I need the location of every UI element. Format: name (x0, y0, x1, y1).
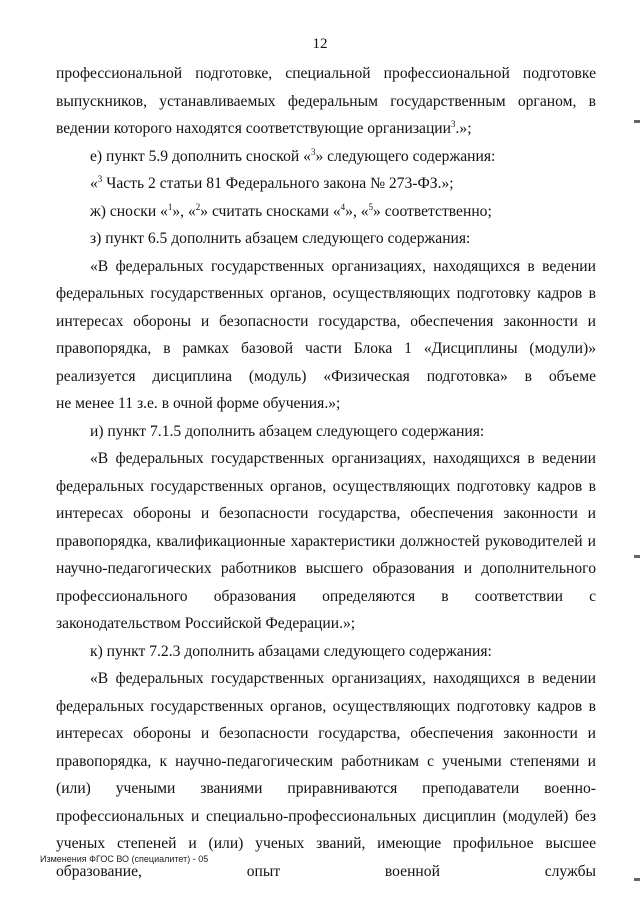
paragraph-text: е) пункт 5.9 дополнить сноской « (90, 147, 311, 165)
paragraph-text: « (90, 175, 98, 192)
footnote-marker: 3 (97, 173, 103, 184)
paragraph (56, 225, 596, 253)
paragraph-text: » следующего содержания: (315, 147, 496, 165)
paragraph-text: к) пункт 7.2.3 дополнить абзацами следующего содержания: (90, 642, 492, 660)
paragraph-text: профессиональной подготовке, специальной профессиональной подготовке выпускников, устанавливаемых федеральным государственным органом, в ведении которого находятся соответствующие организации (56, 65, 596, 137)
paragraph (56, 60, 596, 143)
footnote-marker: 2 (195, 201, 201, 212)
paragraph (56, 445, 596, 638)
paragraph (56, 198, 596, 226)
paragraph-text: «В федеральных государственных организациях, находящихся в ведении федеральных государственных органов, осуществляющих подготовку кадров в интересах обороны и безопасности государства, обеспечения законности и правопорядка, в рамках базовой части Блока 1 «Дисциплины (модули)» реализуется дисциплина (модуль) «Физическая подготовка» в объеме (56, 257, 596, 385)
paragraph-text: ж) сноски « (90, 202, 168, 220)
paragraph (56, 170, 596, 198)
footnote-marker: 5 (368, 201, 374, 212)
paragraph (56, 665, 596, 885)
scan-edge-mark (634, 878, 640, 881)
paragraph-text: Часть 2 статьи 81 Федерального закона № 273-ФЗ.»; (102, 175, 454, 192)
footnote-marker: 1 (167, 201, 173, 212)
scan-edge-mark (634, 555, 640, 558)
paragraph-text: .»; (455, 120, 472, 137)
paragraph (56, 638, 596, 666)
paragraph-text: не менее 11 з.е. в очной форме обучения.»; (56, 395, 341, 412)
paragraph (56, 390, 596, 418)
paragraph (56, 143, 596, 171)
paragraph (56, 253, 596, 391)
scan-edge-mark (634, 120, 640, 123)
document-body (56, 60, 596, 885)
paragraph-text: и) пункт 7.1.5 дополнить абзацем следующего содержания: (90, 422, 485, 440)
paragraph-text: », « (172, 202, 196, 220)
paragraph-text: «В федеральных государственных организациях, находящихся в ведении федеральных государственных органов, осуществляющих подготовку кадров в интересах обороны и безопасности государства, обеспечения законности и правопорядка, квалификационные характеристики должностей руководителей и научно-педагогических работников высшего образования и дополнительного профессионального образования определяются в соответствии с законодательством Российской Федерации.»; (56, 450, 596, 632)
paragraph-text: », « (345, 202, 369, 220)
page-footer: Изменения ФГОС ВО (специалитет) - 05 (40, 854, 209, 864)
footnote-marker: 4 (340, 201, 346, 212)
paragraph-text: » соответственно; (373, 202, 492, 220)
page-number: 12 (312, 36, 328, 52)
paragraph-text: з) пункт 6.5 дополнить абзацем следующего содержания: (90, 230, 471, 247)
paragraph-text: «В федеральных государственных организациях, находящихся в ведении федеральных государственных органов, осуществляющих подготовку кадров в интересах обороны и безопасности государства, обеспечения законности и правопорядка, к научно-педагогическим работникам с учеными степенями и (или) учеными званиями приравниваются преподаватели военно-профессиональных и специально-профессиональных дисциплин (модулей) без ученых степеней и (или) ученых званий, имеющие профильное высшее образование, опыт военной службы (56, 670, 596, 880)
footnote-marker: 3 (310, 146, 316, 157)
paragraph (56, 418, 596, 446)
paragraph-text: » считать сносками « (200, 202, 341, 220)
footnote-marker: 3 (451, 118, 456, 129)
